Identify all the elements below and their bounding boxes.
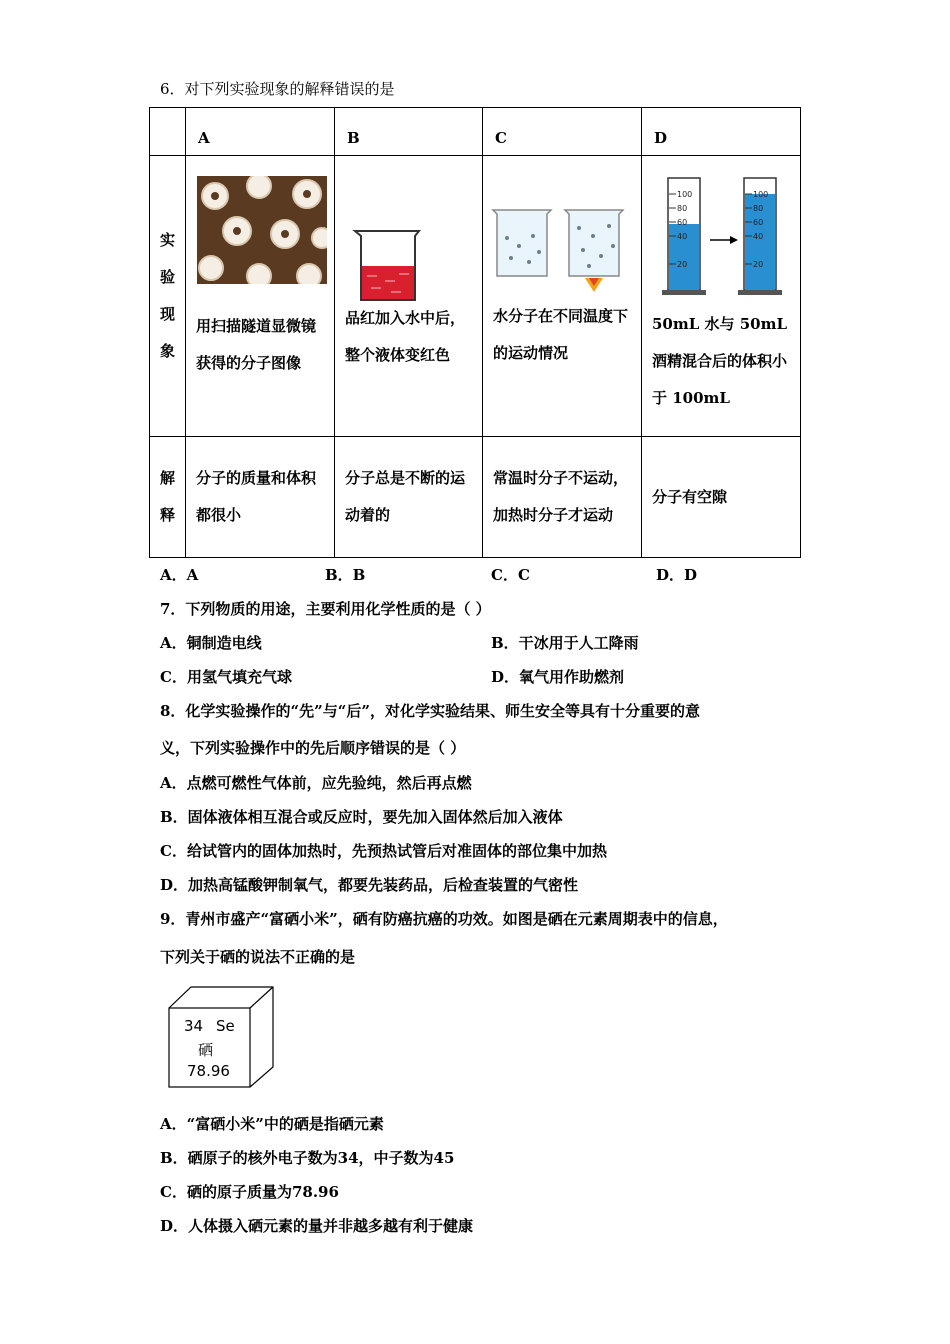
- cell-b-explanation: 分子总是不断的运动着的: [335, 437, 483, 558]
- cell-d-explanation: 分子有空隙: [642, 437, 801, 558]
- tick-label: 100: [753, 190, 769, 199]
- tick-label: 100: [677, 190, 693, 199]
- q6-option-b[interactable]: B．B: [325, 566, 366, 584]
- phenomenon-a-text: 用扫描隧道显微镜获得的分子图像: [196, 317, 317, 372]
- q9-stem-line2: 下列关于硒的说法不正确的是: [160, 948, 356, 966]
- header-blank: [150, 108, 186, 156]
- q9-option-d[interactable]: D．人体摄入硒元素的量并非越多越有利于健康: [160, 1217, 474, 1235]
- element-name: 硒: [198, 1041, 214, 1059]
- q8-option-d[interactable]: D．加热高锰酸钾制氧气，都要先装药品，后检查装置的气密性: [160, 876, 579, 894]
- tick-label: 20: [677, 260, 688, 269]
- q6-explanation-row: [150, 437, 801, 558]
- row-label-explanation: 解 释: [150, 437, 186, 558]
- stm-molecule-image: [197, 176, 327, 284]
- q8-stem-line1: 8．化学实验操作的“先”与“后”，对化学实验结果、师生安全等具有十分重要的意: [160, 702, 700, 720]
- tick-label: 60: [753, 218, 764, 227]
- q6-header-row: [150, 108, 801, 156]
- cell-a-phenomenon: [186, 156, 335, 437]
- water-molecules-beakers-icon: [489, 206, 639, 296]
- element-symbol: Se: [216, 1017, 235, 1035]
- q6-table: [149, 107, 801, 558]
- q7-option-c[interactable]: C．用氢气填充气球: [160, 668, 292, 686]
- q9-stem-line1: 9．青州市盛产“富硒小米”，硒有防癌抗癌的功效。如图是硒在元素周期表中的信息，: [160, 910, 728, 928]
- q6-phenomenon-row: [150, 156, 801, 437]
- graduated-cylinders-icon: [648, 174, 798, 299]
- element-mass: 78.96: [187, 1062, 230, 1080]
- header-c: C: [483, 108, 642, 156]
- q6-option-a[interactable]: A．A: [160, 566, 199, 584]
- q6-option-c[interactable]: C．C: [491, 566, 530, 584]
- q9-option-a[interactable]: A．“富硒小米”中的硒是指硒元素: [160, 1115, 384, 1133]
- cell-c-phenomenon: [483, 156, 642, 437]
- cell-a-explanation: 分子的质量和体积都很小: [186, 437, 335, 558]
- tick-label: 60: [677, 218, 688, 227]
- cell-b-phenomenon: [335, 156, 483, 437]
- q8-option-b[interactable]: B．固体液体相互混合或反应时，要先加入固体然后加入液体: [160, 808, 563, 826]
- element-number: 34: [184, 1017, 204, 1035]
- tick-label: 20: [753, 260, 764, 269]
- phenomenon-b-text: 品红加入水中后，整个液体变红色: [345, 309, 466, 364]
- q9-option-b[interactable]: B．硒原子的核外电子数为34，中子数为45: [160, 1149, 455, 1167]
- row-label-phenomenon: 实 验 现 象: [150, 156, 186, 437]
- tick-label: 40: [753, 232, 764, 241]
- q7-stem: 7．下列物质的用途，主要利用化学性质的是（ ）: [160, 600, 491, 618]
- q8-option-c[interactable]: C．给试管内的固体加热时，先预热试管后对准固体的部位集中加热: [160, 842, 607, 860]
- tick-label: 80: [753, 204, 764, 213]
- q7-option-a[interactable]: A．铜制造电线: [160, 634, 262, 652]
- phenomenon-d-text: 50mL 水与 50mL 酒精混合后的体积小于 100mL: [652, 315, 788, 407]
- phenomenon-c-text: 水分子在不同温度下的运动情况: [493, 307, 629, 362]
- tick-label: 40: [677, 232, 688, 241]
- q8-stem-line2: 义，下列实验操作中的先后顺序错误的是（ ）: [160, 739, 466, 757]
- beaker-red-icon: [349, 226, 429, 306]
- q8-option-a[interactable]: A．点燃可燃性气体前，应先验纯，然后再点燃: [160, 774, 472, 792]
- q7-option-b[interactable]: B．干冰用于人工降雨: [491, 634, 639, 652]
- q6-option-d[interactable]: D．D: [656, 566, 698, 584]
- q9-option-c[interactable]: C．硒的原子质量为78.96: [160, 1183, 339, 1201]
- cell-d-phenomenon: [642, 156, 801, 437]
- q6-stem: 6．对下列实验现象的解释错误的是: [160, 80, 395, 98]
- header-b: B: [335, 108, 483, 156]
- tick-label: 80: [677, 204, 688, 213]
- selenium-element-card: [166, 985, 276, 1090]
- q7-option-d[interactable]: D．氧气用作助燃剂: [491, 668, 625, 686]
- header-d: D: [642, 108, 801, 156]
- header-a: A: [186, 108, 335, 156]
- cell-c-explanation: 常温时分子不运动，加热时分子才运动: [483, 437, 642, 558]
